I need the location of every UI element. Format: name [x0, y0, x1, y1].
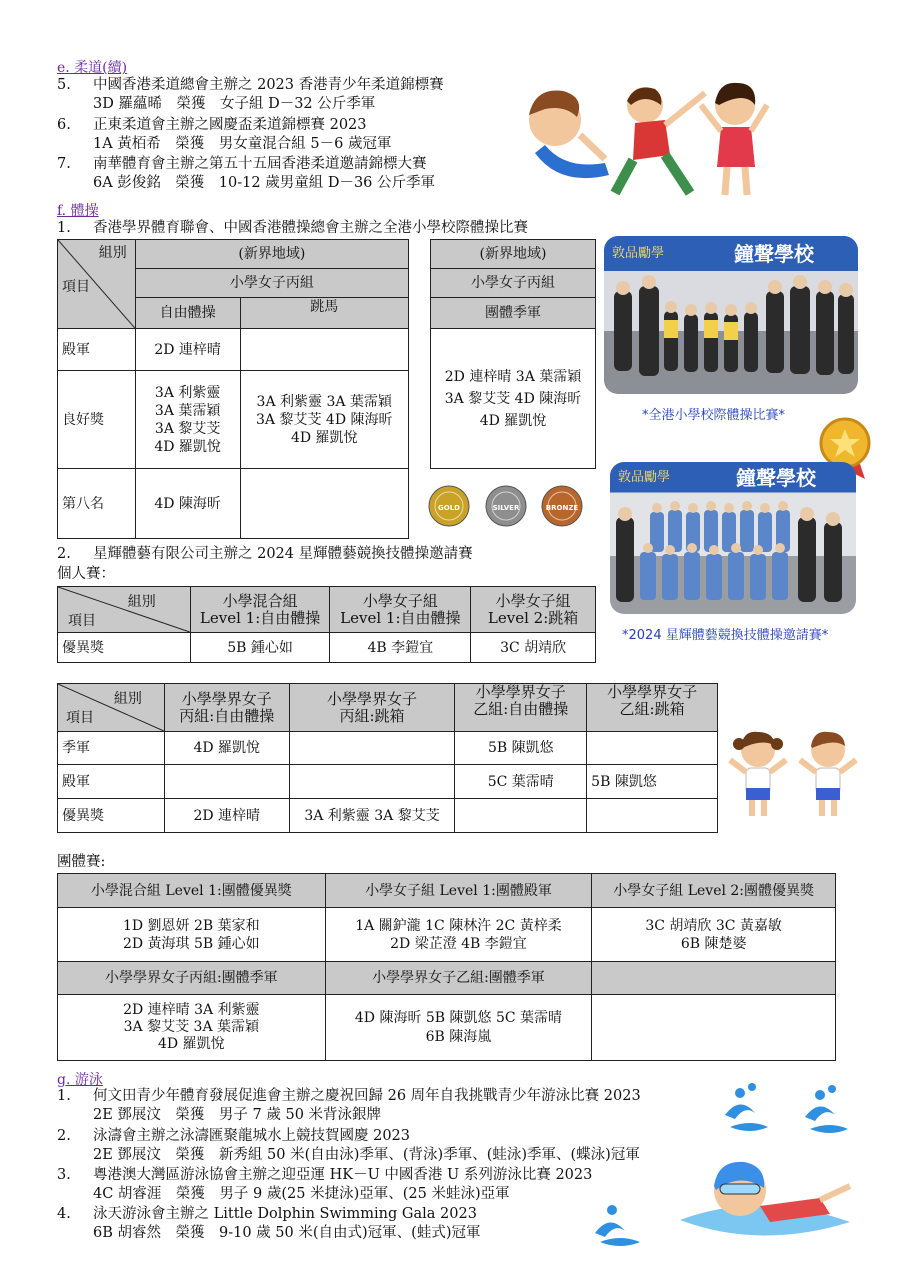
table-row: [58, 995, 836, 1061]
list-number: 2.: [57, 546, 71, 562]
table-row: [58, 371, 409, 469]
list-item-title: 香港學界體育聯會、中國香港體操總會主辦之全港小學校際體操比賽: [93, 220, 528, 236]
item-label: 項目: [62, 279, 90, 295]
table-row: [58, 765, 718, 799]
table-cell: [455, 799, 587, 833]
table-cell: 3C 胡靖欣 3C 黃嘉敏 6B 陳楚婆: [592, 908, 836, 962]
table-cell: 4D 羅凱悅: [164, 732, 289, 765]
row-label: 殿軍: [58, 329, 136, 371]
list-number: 5.: [57, 77, 71, 93]
list-item-title: 粵港澳大灣區游泳協會主辦之迎亞運 HK－U 中國香港 U 系列游泳比賽 2023: [93, 1167, 593, 1183]
school-sign-text: 鐘聲學校: [736, 466, 816, 490]
table-cell: [289, 732, 455, 765]
cheering-kids-illustration: [728, 728, 860, 818]
item-label: 項目: [68, 613, 96, 629]
individual-label: 個人賽：: [57, 566, 115, 582]
gym-results-table-2: [430, 239, 596, 469]
row-label: 季軍: [58, 732, 165, 765]
table-cell: 3A 利紫靈 3A 葉霈穎 3A 黎艾芠 4D 羅凱悅: [135, 371, 240, 469]
school-sign-text: 敦品勵學: [618, 470, 671, 485]
school-sign-text: 鐘聲學校: [734, 242, 814, 266]
team-label: 團體賽:: [57, 854, 106, 870]
table-cell: [164, 765, 289, 799]
list-number: 2.: [57, 1128, 71, 1144]
table-cell: 5B 陳凱悠: [587, 765, 718, 799]
gym-individual-table-1: [57, 586, 596, 663]
gym-individual-table-2: [57, 683, 718, 833]
table-cell: 2D 連梓晴 3A 利紫靈 3A 黎艾芠 3A 葉霈穎 4D 羅凱悅: [58, 995, 326, 1061]
medal-label: BRONZE: [545, 504, 579, 512]
table-cell: 3A 利紫靈 3A 黎艾芠: [289, 799, 455, 833]
list-item-detail: 2E 鄧展汶 榮獲 男子 7 歲 50 米背泳銀牌: [93, 1107, 382, 1123]
group-photo-1: [604, 236, 858, 394]
silver-medal-icon: [484, 484, 528, 532]
photo-caption: *2024 星輝體藝競換技體操邀請賽*: [622, 628, 829, 643]
group-label: 組別: [98, 245, 127, 261]
table-header-cell: 小學學界女子丙組:團體季軍: [58, 962, 326, 995]
section-heading-judo: e. 柔道(續): [57, 60, 128, 76]
table-row: [58, 469, 409, 539]
table-cell: 1D 劉恩妍 2B 葉家和 2D 黃海琪 5B 鍾心如: [58, 908, 326, 962]
table-header-cell: (新界地域): [135, 240, 408, 269]
table-header-cell: 小學學界女子 乙組:自由體操: [455, 684, 587, 732]
medal-label: GOLD: [438, 504, 460, 512]
medal-label: SILVER: [492, 504, 520, 512]
table-row: [58, 329, 409, 371]
table-header-cell: 自由體操: [135, 298, 240, 329]
table-row: [58, 799, 718, 833]
list-item-title: 中國香港柔道總會主辦之 2023 香港青少年柔道錦標賽: [93, 77, 444, 93]
water-splash-icon: [720, 1075, 870, 1145]
table-cell: [240, 329, 409, 371]
table-cell: 5C 葉霈晴: [455, 765, 587, 799]
water-splash-icon: [590, 1198, 660, 1248]
table-row: [58, 732, 718, 765]
table-corner-cell: [58, 587, 191, 633]
table-header-cell: 小學學界女子 丙組:自由體操: [164, 684, 289, 732]
table-cell: 3C 胡靖欣: [471, 633, 596, 663]
row-label: 優異獎: [58, 799, 165, 833]
list-item-title: 正東柔道會主辦之國慶盃柔道錦標賽 2023: [93, 117, 367, 133]
list-item-title: 星輝體藝有限公司主辦之 2024 星輝體藝競換技體操邀請賽: [93, 546, 473, 562]
list-item-detail: 1A 黃栢希 榮獲 男女童混合組 5－6 歲冠軍: [93, 136, 392, 152]
table-header-cell: 小學女子丙組: [135, 269, 408, 298]
swimmer-illustration: [660, 1150, 860, 1250]
list-item-detail: 6A 彭俊銘 榮獲 10-12 歲男童組 D－36 公斤季軍: [93, 175, 436, 191]
table-header-cell: 小學女子組 Level 2:跳箱: [471, 587, 596, 633]
table-cell: 4D 陳海昕: [135, 469, 240, 539]
table-cell: 5B 鍾心如: [190, 633, 330, 663]
table-cell: 2D 連梓晴 3A 葉霈穎 3A 黎艾芠 4D 陳海昕 4D 羅凱悅: [431, 329, 596, 469]
list-number: 6.: [57, 117, 71, 133]
table-header-cell: (新界地域): [431, 240, 596, 269]
yoga-kids-illustration: [505, 75, 770, 200]
list-number: 4.: [57, 1206, 71, 1222]
row-label: 殿軍: [58, 765, 165, 799]
list-item-detail: 6B 胡睿然 榮獲 9-10 歲 50 米(自由式)冠軍、(蛙式)冠軍: [93, 1225, 481, 1241]
section-heading-gymnastics: f. 體操: [57, 203, 99, 219]
table-header-cell: 團體季軍: [431, 298, 596, 329]
row-label: 優異獎: [58, 633, 191, 663]
table-cell: [587, 732, 718, 765]
table-header-cell: 小學混合組 Level 1:團體優異獎: [58, 874, 326, 908]
list-item-detail: 4C 胡睿涯 榮獲 男子 9 歲(25 米捷泳)亞軍、(25 米蛙泳)亞軍: [93, 1186, 510, 1202]
gold-medal-icon: [427, 484, 471, 532]
table-cell: 2D 連梓晴: [135, 329, 240, 371]
table-header-cell: 小學學界女子乙組:團體季軍: [325, 962, 592, 995]
table-header-cell: [592, 962, 836, 995]
list-item-title: 南華體育會主辦之第五十五屆香港柔道邀請錦標大賽: [93, 156, 427, 172]
table-row: [58, 908, 836, 962]
list-item-detail: 2E 鄧展汶 榮獲 新秀組 50 米(自由泳)季軍、(背泳)季軍、(蛙泳)季軍、(蝶泳)冠軍: [93, 1147, 640, 1163]
section-heading-swimming: g. 游泳: [57, 1072, 103, 1088]
list-number: 1.: [57, 220, 71, 236]
table-cell: [592, 995, 836, 1061]
gym-team-table: [57, 873, 836, 1061]
gym-results-table-1: [57, 239, 409, 539]
table-header-cell: 小學女子組 Level 1:自由體操: [330, 587, 471, 633]
bronze-medal-icon: [540, 484, 584, 532]
table-header-cell: 小學混合組 Level 1:自由體操: [190, 587, 330, 633]
table-corner-cell: [58, 684, 165, 732]
photo-caption: *全港小學校際體操比賽*: [642, 408, 786, 423]
table-cell: 1A 關鈩瀧 1C 陳林汻 2C 黃梓柔 2D 梁芷澄 4B 李鎧宜: [325, 908, 592, 962]
table-cell: 3A 利紫靈 3A 葉霈穎 3A 黎艾芠 4D 陳海昕 4D 羅凱悅: [240, 371, 409, 469]
list-number: 3.: [57, 1167, 71, 1183]
group-photo-2: [610, 462, 856, 614]
group-label: 組別: [127, 594, 156, 610]
row-label: 第八名: [58, 469, 136, 539]
list-item-title: 何文田青少年體育發展促進會主辦之慶祝回歸 26 周年自我挑戰青少年游泳比賽 2023: [93, 1088, 641, 1104]
table-cell: 4D 陳海昕 5B 陳凱悠 5C 葉霈晴 6B 陳海嵐: [325, 995, 592, 1061]
table-header-cell: 跳馬: [240, 298, 409, 329]
list-number: 7.: [57, 156, 71, 172]
list-item-title: 泳天游泳會主辦之 Little Dolphin Swimming Gala 2023: [93, 1206, 477, 1222]
table-header-cell: 小學女子組 Level 2:團體優異獎: [592, 874, 836, 908]
table-header-cell: 小學女子組 Level 1:團體殿軍: [325, 874, 592, 908]
table-row: [58, 633, 596, 663]
table-cell: 4B 李鎧宜: [330, 633, 471, 663]
item-label: 項目: [66, 710, 94, 726]
table-corner-cell: [58, 240, 136, 329]
row-label: 良好獎: [58, 371, 136, 469]
list-item-detail: 3D 羅蘊晞 榮獲 女子組 D－32 公斤季軍: [93, 96, 376, 112]
list-number: 1.: [57, 1088, 71, 1104]
group-label: 組別: [113, 691, 142, 707]
school-sign-text: 敦品勵學: [612, 246, 665, 261]
list-item-title: 泳濤會主辦之泳濤匯聚龍城水上競技賀國慶 2023: [93, 1128, 411, 1144]
table-cell: [587, 799, 718, 833]
table-header-cell: 小學學界女子 丙組:跳箱: [289, 684, 455, 732]
table-cell: [240, 469, 409, 539]
table-cell: 2D 連梓晴: [164, 799, 289, 833]
table-header-cell: 小學女子丙組: [431, 269, 596, 298]
table-cell: [289, 765, 455, 799]
table-header-cell: 小學學界女子 乙組:跳箱: [587, 684, 718, 732]
table-cell: 5B 陳凱悠: [455, 732, 587, 765]
